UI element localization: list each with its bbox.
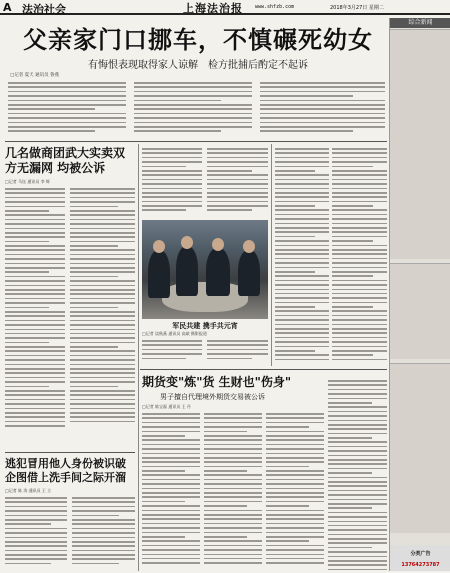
- story-3-headline: 期货变"炼"货 生财也"伤身": [142, 375, 292, 389]
- section-logo: A: [3, 1, 12, 14]
- side-notice-box: [390, 29, 450, 259]
- story-4-body-col-1: [5, 495, 67, 571]
- story-2-byline: □记者 谈秋燕 通讯员 高斌 摄影报道: [142, 331, 207, 336]
- story-4-body-col-2: [72, 495, 135, 571]
- story-3-byline: □记者 陈宝磊 通讯员 王 丹: [142, 404, 191, 409]
- masthead: 上海法治报: [183, 2, 243, 15]
- site-url: www.shfzb.com: [255, 4, 295, 10]
- story-1-headline: 几名做商团武大实卖双方无漏网 均被公诉: [5, 146, 126, 175]
- lead-body-col-2: [134, 80, 252, 138]
- lead-subhead: 有悔恨表现取得家人谅解 检方批捕后酌定不起诉: [88, 60, 308, 71]
- divider: [140, 369, 387, 370]
- lead-byline: □记者 夏天 通讯员 鲁燕: [10, 73, 60, 78]
- classified-ads-phone: 13764273787: [401, 562, 440, 568]
- story-2-caption-col-1: [142, 338, 202, 366]
- story-4-byline: □记者 陈 涛 通讯员 王 立: [5, 488, 52, 493]
- story-2-body-col-1: [142, 146, 202, 216]
- lead-body-col-3: [260, 80, 385, 138]
- side-notice-box: [390, 263, 450, 359]
- story-1-byline: □记者 马钰 通讯员 李 辉: [5, 179, 50, 184]
- divider: [271, 144, 272, 366]
- side-column: [389, 18, 450, 571]
- lead-body-col-5: [332, 146, 387, 364]
- story-1-body-col-2: [70, 186, 135, 450]
- lead-body-col-1: [8, 80, 126, 138]
- issue-date: 2018年3月27日 星期二: [330, 5, 384, 11]
- side-notice-box: [390, 363, 450, 533]
- story-3-body-col-3: [266, 411, 324, 571]
- story-3-body-col-2: [204, 411, 262, 571]
- lead-body-col-4: [275, 146, 329, 364]
- story-2-caption-col-2: [207, 338, 268, 366]
- side-column-label: 综合新闻: [390, 18, 450, 28]
- story-2-body-col-2: [207, 146, 268, 216]
- story-3-body-col-4: [328, 378, 387, 571]
- story-2-headline: 军民共建 携手共元宵: [172, 322, 238, 330]
- story-3-subhead: 男子擅自代理境外期货交易被公诉: [160, 393, 265, 401]
- news-photo: [142, 220, 268, 319]
- story-3-body-col-1: [142, 411, 200, 571]
- divider: [138, 144, 139, 571]
- story-4-headline: 逃犯冒用他人身份被识破 企图借上洗手间之际开溜: [5, 457, 126, 484]
- section-title: 法治社会: [22, 3, 66, 16]
- page-header: [0, 0, 450, 15]
- divider: [5, 452, 135, 453]
- divider: [5, 141, 387, 142]
- story-1-body-col-1: [5, 186, 65, 450]
- classified-ads-title: 分类广告: [410, 551, 431, 557]
- lead-headline: 父亲家门口挪车，不慎碾死幼女: [23, 26, 373, 54]
